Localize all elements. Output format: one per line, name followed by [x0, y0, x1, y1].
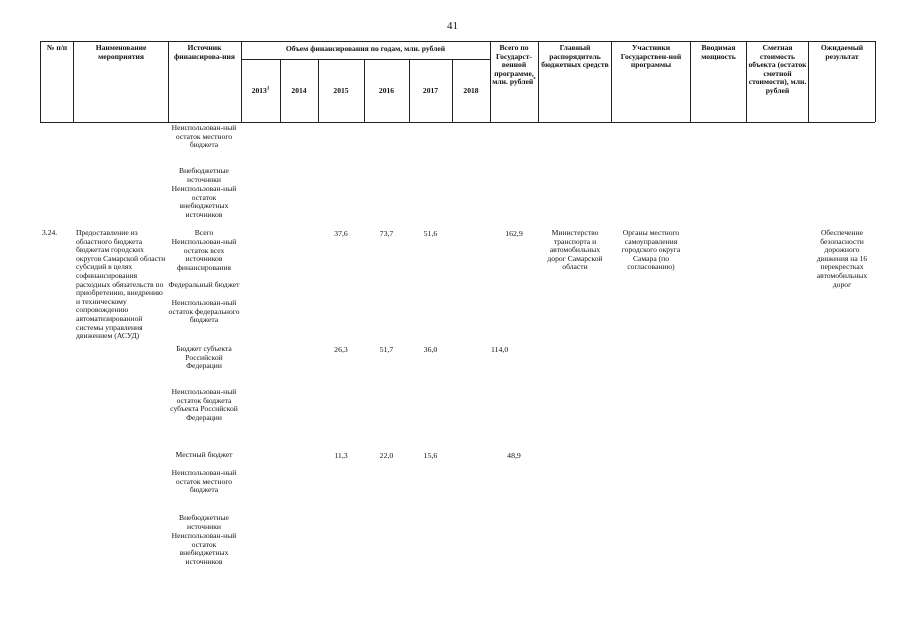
value-regional-sum: 114,0	[491, 345, 509, 354]
header-year-2013: 2013$^1$	[251, 86, 270, 95]
value-local-2016: 22,0	[379, 451, 394, 460]
value-local-2015: 11,3	[334, 451, 348, 460]
header-funding: Объем финансирования по годам, млн. рублей	[285, 44, 446, 53]
row-manager: Министерство транспорта и автомобильных дорог Самарской области	[547, 228, 603, 272]
row-participants: Органы местного самоуправления городского округа Самара (по согласованию)	[621, 228, 681, 272]
source-federal: Федеральный бюджет	[168, 280, 240, 289]
header-year-2016: 2016	[378, 86, 395, 95]
row-result: Обеспечение безопасности дорожного движения на 16 перекрестках автомобильных дорог	[816, 228, 868, 289]
header-participants: Участники Государствен-ной программы	[620, 43, 682, 70]
source-unused-extra: Неиспользован-ный остаток внебюджетных источников	[171, 531, 237, 566]
header-result: Ожидаемый результат	[820, 43, 864, 61]
value-local-2017: 15,6	[423, 451, 438, 460]
value-total-2015: 37,6	[334, 229, 348, 238]
source-extra-prev: Внебюджетные источники	[179, 166, 229, 184]
header-manager: Главный распорядитель бюджетных средств	[541, 43, 609, 70]
page-number: 41	[447, 20, 458, 32]
source-unused-extra-prev: Неиспользован-ный остаток внебюджетных источников	[171, 184, 237, 219]
source-unused-regional: Неиспользован-ный остаток бюджета субъекта Российской Федерации	[170, 387, 238, 422]
value-regional-2015: 26,3	[334, 345, 348, 354]
source-unused-local: Неиспользован-ный остаток местного бюджета	[171, 468, 237, 495]
header-year-2017: 2017	[422, 86, 439, 95]
header-year-2018: 2018	[463, 86, 479, 95]
header-number: № п/п	[46, 43, 68, 52]
value-total-sum: 162,9	[505, 229, 523, 238]
header-year-2014: 2014	[291, 86, 307, 95]
source-unused-federal: Неиспользован-ный остаток федерального бюджета	[168, 298, 240, 325]
header-name: Наименование мероприятия	[95, 43, 147, 61]
value-regional-2016: 51,7	[379, 345, 394, 354]
value-regional-2017: 36,0	[423, 345, 438, 354]
source-local: Местный бюджет	[175, 450, 233, 459]
source-unused-local-prev: Неиспользован-ный остаток местного бюджета	[171, 123, 237, 150]
header-source: Источник финансирова-ния	[173, 43, 236, 61]
source-total: Всего	[194, 228, 214, 237]
value-total-2016: 73,7	[379, 229, 394, 238]
header-total: Всего по Государст-венной программе, млн. рублей*	[492, 43, 536, 87]
header-capacity: Вводимая мощность	[701, 43, 736, 61]
source-regional: Бюджет субъекта Российской Федерации	[176, 344, 232, 371]
source-unused-all: Неиспользован-ный остаток всех источников финансирования	[171, 237, 237, 272]
row-name: Предоставление из областного бюджета бюджетам городских округов Самарской области субсидий в целях софинансирования расходных обязательств по приобретению, внедрению и техническому сопровождению автоматизированной системы управления движением (АСУД)	[76, 228, 166, 341]
row-number: 3.24.	[42, 228, 58, 237]
header-cost: Сметная стоимость объекта (остаток сметной стоимости), млн. рублей	[748, 43, 807, 95]
header-year-2015: 2015	[333, 86, 349, 95]
source-extra: Внебюджетные источники	[179, 513, 229, 531]
value-local-sum: 48,9	[507, 451, 521, 460]
value-total-2017: 51,6	[423, 229, 438, 238]
